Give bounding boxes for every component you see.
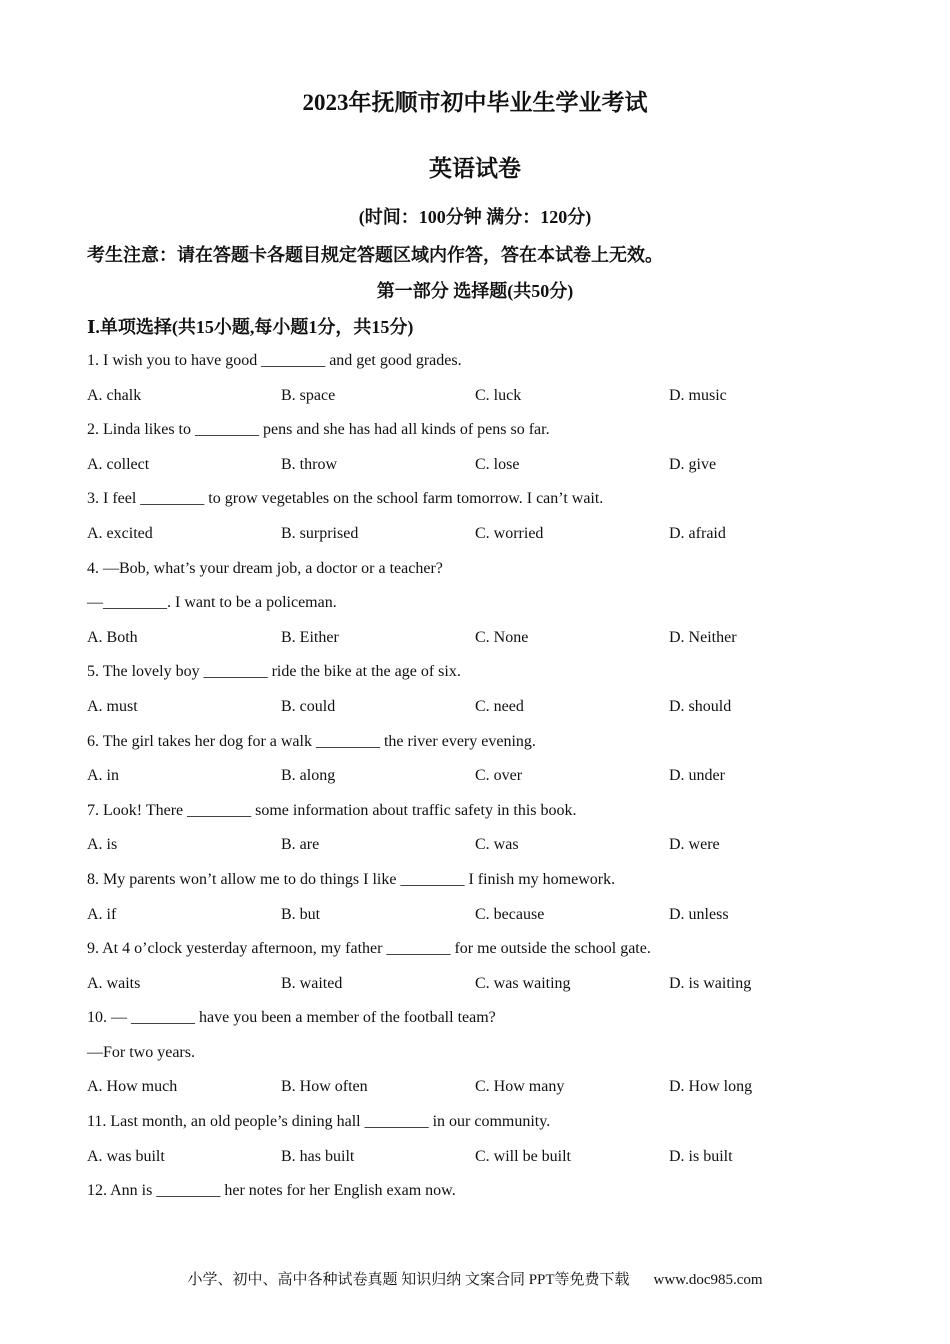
options-row xyxy=(87,969,887,1004)
option-b: B. has built xyxy=(281,1147,355,1165)
options-row xyxy=(87,830,887,865)
option-d: D. is built xyxy=(669,1147,733,1165)
question-stem: 10. — ________ have you been a member of the football team? xyxy=(87,1009,496,1027)
option-b: B. throw xyxy=(281,455,337,473)
exam-title: 2023年抚顺市初中毕业生学业考试 xyxy=(302,90,648,115)
option-b: B. could xyxy=(281,697,336,715)
question-stem: 8. My parents won’t allow me to do things I like ________ I finish my homework. xyxy=(87,870,616,888)
options-row xyxy=(87,623,887,658)
option-d: D. were xyxy=(669,836,720,854)
footer-text: 小学、初中、高中各种试卷真题 知识归纳 文案合同 PPT等免费下载 xyxy=(187,1272,630,1288)
option-a: A. collect xyxy=(87,455,150,473)
candidate-notice: 考生注意：请在答题卡各题目规定答题区域内作答，答在本试卷上无效。 xyxy=(87,245,663,265)
option-c: C. was xyxy=(475,836,519,854)
question-stem: 3. I feel ________ to grow vegetables on the school farm tomorrow. I can’t wait. xyxy=(87,490,604,508)
question-stem: 4. —Bob, what’s your dream job, a doctor or a teacher? xyxy=(87,559,443,577)
footer-url: www.doc985.com xyxy=(653,1272,763,1288)
option-a: A. Both xyxy=(87,628,138,646)
exam-subtitle: 英语试卷 xyxy=(429,156,521,181)
option-b: B. but xyxy=(281,905,321,923)
option-a: A. waits xyxy=(87,974,141,992)
option-d: D. Neither xyxy=(669,628,737,646)
part-title: 第一部分 选择题(共50分) xyxy=(376,281,574,301)
option-b: B. space xyxy=(281,386,336,404)
time-info: (时间：100分钟 满分：120分) xyxy=(358,207,592,227)
question-stem: 7. Look! There ________ some information about traffic safety in this book. xyxy=(87,801,577,819)
option-b: B. surprised xyxy=(281,524,359,542)
option-c: C. worried xyxy=(475,524,544,542)
option-d: D. give xyxy=(669,455,717,473)
option-b: B. are xyxy=(281,836,320,854)
option-d: D. is waiting xyxy=(669,974,752,992)
options-row xyxy=(87,761,887,796)
options-row xyxy=(87,381,887,416)
option-c: C. was waiting xyxy=(475,974,571,992)
option-c: C. luck xyxy=(475,386,522,404)
option-d: D. unless xyxy=(669,905,729,923)
option-d: D. How long xyxy=(669,1078,753,1096)
options-row xyxy=(87,1142,887,1177)
options-row xyxy=(87,900,887,935)
question-list xyxy=(87,346,887,1211)
option-d: D. should xyxy=(669,697,732,715)
option-a: A. excited xyxy=(87,524,153,542)
option-d: D. afraid xyxy=(669,524,726,542)
option-c: C. over xyxy=(475,767,523,785)
option-d: D. under xyxy=(669,767,725,785)
option-c: C. lose xyxy=(475,455,520,473)
option-d: D. music xyxy=(669,386,727,404)
question-stem: —For two years. xyxy=(87,1043,195,1061)
option-a: A. chalk xyxy=(87,386,142,404)
option-a: A. How much xyxy=(87,1078,178,1096)
option-a: A. was built xyxy=(87,1147,165,1165)
question-stem: —________. I want to be a policeman. xyxy=(87,594,337,612)
question-stem: 12. Ann is ________ her notes for her English exam now. xyxy=(87,1182,456,1200)
question-stem: 1. I wish you to have good ________ and get good grades. xyxy=(87,352,462,369)
option-b: B. How often xyxy=(281,1078,368,1096)
option-b: B. waited xyxy=(281,974,343,992)
option-a: A. must xyxy=(87,697,138,715)
option-c: C. need xyxy=(475,697,524,715)
option-b: B. Either xyxy=(281,628,339,646)
options-row xyxy=(87,450,887,485)
options-row xyxy=(87,692,887,727)
option-c: C. will be built xyxy=(475,1147,571,1165)
option-a: A. if xyxy=(87,905,117,923)
options-row xyxy=(87,1072,887,1107)
option-c: C. because xyxy=(475,905,545,923)
option-b: B. along xyxy=(281,767,336,785)
option-a: A. in xyxy=(87,767,119,785)
footer xyxy=(0,1268,950,1289)
option-c: C. None xyxy=(475,628,529,646)
question-stem: 5. The lovely boy ________ ride the bike at the age of six. xyxy=(87,663,461,681)
options-row xyxy=(87,519,887,554)
option-a: A. is xyxy=(87,836,118,854)
question-stem: 9. At 4 o’clock yesterday afternoon, my father ________ for me outside the school gate. xyxy=(87,940,651,958)
question-stem: 6. The girl takes her dog for a walk ________ the river every evening. xyxy=(87,732,536,750)
question-stem: 2. Linda likes to ________ pens and she has had all kinds of pens so far. xyxy=(87,421,550,439)
question-stem: 11. Last month, an old people’s dining hall ________ in our community. xyxy=(87,1113,551,1131)
option-c: C. How many xyxy=(475,1078,565,1096)
section-title: Ⅰ.单项选择(共15小题,每小题1分，共15分) xyxy=(87,317,414,337)
